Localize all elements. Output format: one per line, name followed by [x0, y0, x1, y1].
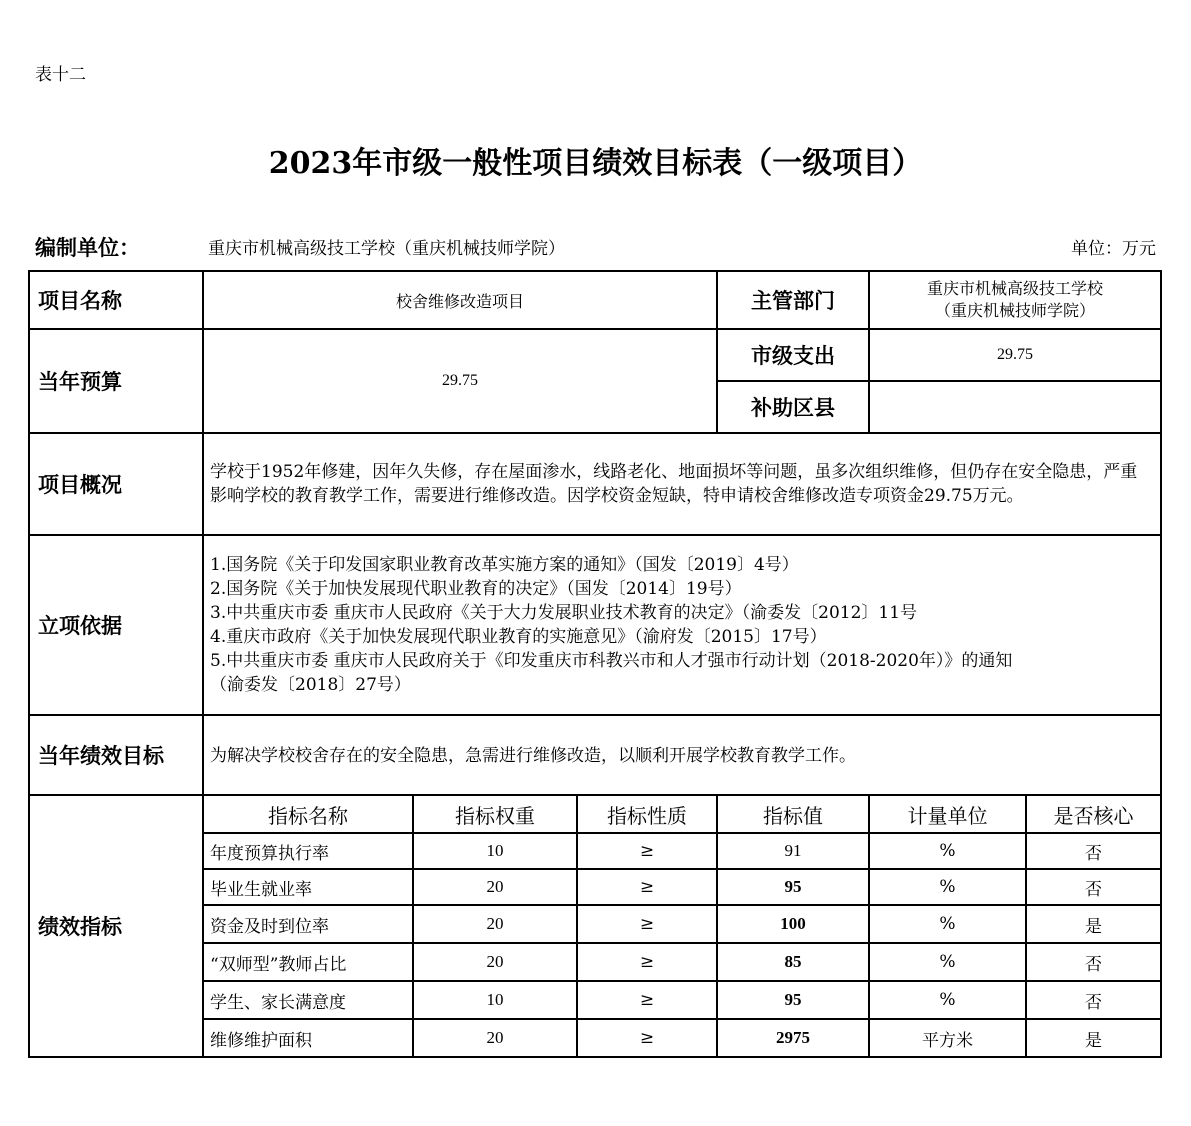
page-title: 2023年市级一般性项目绩效目标表（一级项目） — [268, 146, 923, 181]
indicator-core: 否 — [1026, 833, 1161, 869]
county-subsidy-key: 补助区县 — [717, 381, 869, 433]
county-subsidy-value — [869, 381, 1161, 433]
basis-item: 4.重庆市政府《关于加快发展现代职业教育的实施意见》（渝府发〔2015〕17号） — [210, 627, 827, 647]
project-name-value: 校舍维修改造项目 — [203, 271, 717, 329]
indicator-unit: % — [869, 905, 1026, 943]
indicator-value: 95 — [717, 869, 869, 905]
indicator-value: 91 — [717, 833, 869, 869]
goal-text: 为解决学校校舍存在的安全隐患，急需进行维修改造，以顺利开展学校教育教学工作。 — [203, 715, 1161, 795]
header-value: 指标值 — [717, 795, 869, 833]
indicator-name: “双师型”教师占比 — [203, 943, 413, 981]
overview-text: 学校于1952年修建，因年久失修，存在屋面渗水，线路老化、地面损坏等问题，虽多次组织维修，但仍存在安全隐患，严重影响学校的教育教学工作，需要进行维修改造。因学校资金短缺，特申请校舍维修改造专项资金29.75万元。 — [203, 433, 1161, 535]
city-expense-key: 市级支出 — [717, 329, 869, 381]
indicator-weight: 20 — [413, 905, 577, 943]
basis-item: 5.中共重庆市委 重庆市人民政府关于《印发重庆市科教兴市和人才强市行动计划（2018-2020年）》的通知 — [210, 651, 1013, 671]
indicator-weight: 10 — [413, 833, 577, 869]
header-indicator-name: 指标名称 — [203, 795, 413, 833]
basis-key: 立项依据 — [29, 535, 203, 715]
header-unit: 计量单位 — [869, 795, 1026, 833]
org-name: 重庆市机械高级技工学校（重庆机械技师学院） — [208, 239, 565, 259]
city-expense-value: 29.75 — [869, 329, 1161, 381]
indicator-name: 年度预算执行率 — [203, 833, 413, 869]
indicator-unit: % — [869, 833, 1026, 869]
indicator-name: 资金及时到位率 — [203, 905, 413, 943]
header-weight: 指标权重 — [413, 795, 577, 833]
indicator-name: 学生、家长满意度 — [203, 981, 413, 1019]
indicator-weight: 10 — [413, 981, 577, 1019]
dept-value-line2: （重庆机械技师学院） — [934, 301, 1095, 320]
header-nature: 指标性质 — [577, 795, 717, 833]
indicator-value: 100 — [717, 905, 869, 943]
indicator-value: 2975 — [717, 1019, 869, 1057]
indicator-weight: 20 — [413, 1019, 577, 1057]
basis-item: 2.国务院《关于加快发展现代职业教育的决定》（国发〔2014〕19号） — [210, 579, 742, 599]
indicator-core: 否 — [1026, 981, 1161, 1019]
indicator-name: 维修维护面积 — [203, 1019, 413, 1057]
indicator-nature: ≥ — [577, 833, 717, 869]
indicator-nature: ≥ — [577, 1019, 717, 1057]
basis-item: （渝委发〔2018〕27号） — [210, 675, 411, 695]
indicator-nature: ≥ — [577, 981, 717, 1019]
indicator-unit: % — [869, 981, 1026, 1019]
goal-key: 当年绩效目标 — [29, 715, 203, 795]
project-name-key: 项目名称 — [29, 271, 203, 329]
dept-value-line1: 重庆市机械高级技工学校 — [926, 279, 1103, 298]
table-number-label: 表十二 — [35, 65, 86, 85]
indicator-value: 95 — [717, 981, 869, 1019]
header-core: 是否核心 — [1026, 795, 1161, 833]
indicator-unit: % — [869, 943, 1026, 981]
indicator-value: 85 — [717, 943, 869, 981]
indicator-nature: ≥ — [577, 905, 717, 943]
basis-list — [203, 535, 1161, 715]
indicator-nature: ≥ — [577, 869, 717, 905]
unit-label: 单位：万元 — [1071, 239, 1156, 259]
indicator-unit: 平方米 — [869, 1019, 1026, 1057]
overview-key: 项目概况 — [29, 433, 203, 535]
dept-key: 主管部门 — [717, 271, 869, 329]
indicator-nature: ≥ — [577, 943, 717, 981]
budget-value: 29.75 — [203, 329, 717, 433]
indicator-weight: 20 — [413, 869, 577, 905]
indicator-name: 毕业生就业率 — [203, 869, 413, 905]
basis-item: 3.中共重庆市委 重庆市人民政府《关于大力发展职业技术教育的决定》（渝委发〔2012〕11号 — [210, 603, 918, 623]
indicator-core: 是 — [1026, 905, 1161, 943]
dept-value — [869, 271, 1161, 329]
org-label: 编制单位： — [35, 236, 140, 260]
budget-key: 当年预算 — [29, 329, 203, 433]
indicator-unit: % — [869, 869, 1026, 905]
basis-item: 1.国务院《关于印发国家职业教育改革实施方案的通知》（国发〔2019〕4号） — [210, 555, 799, 575]
indicators-key: 绩效指标 — [29, 795, 203, 1057]
indicator-weight: 20 — [413, 943, 577, 981]
indicator-core: 否 — [1026, 943, 1161, 981]
performance-table — [28, 270, 1162, 1058]
indicator-core: 是 — [1026, 1019, 1161, 1057]
indicator-core: 否 — [1026, 869, 1161, 905]
